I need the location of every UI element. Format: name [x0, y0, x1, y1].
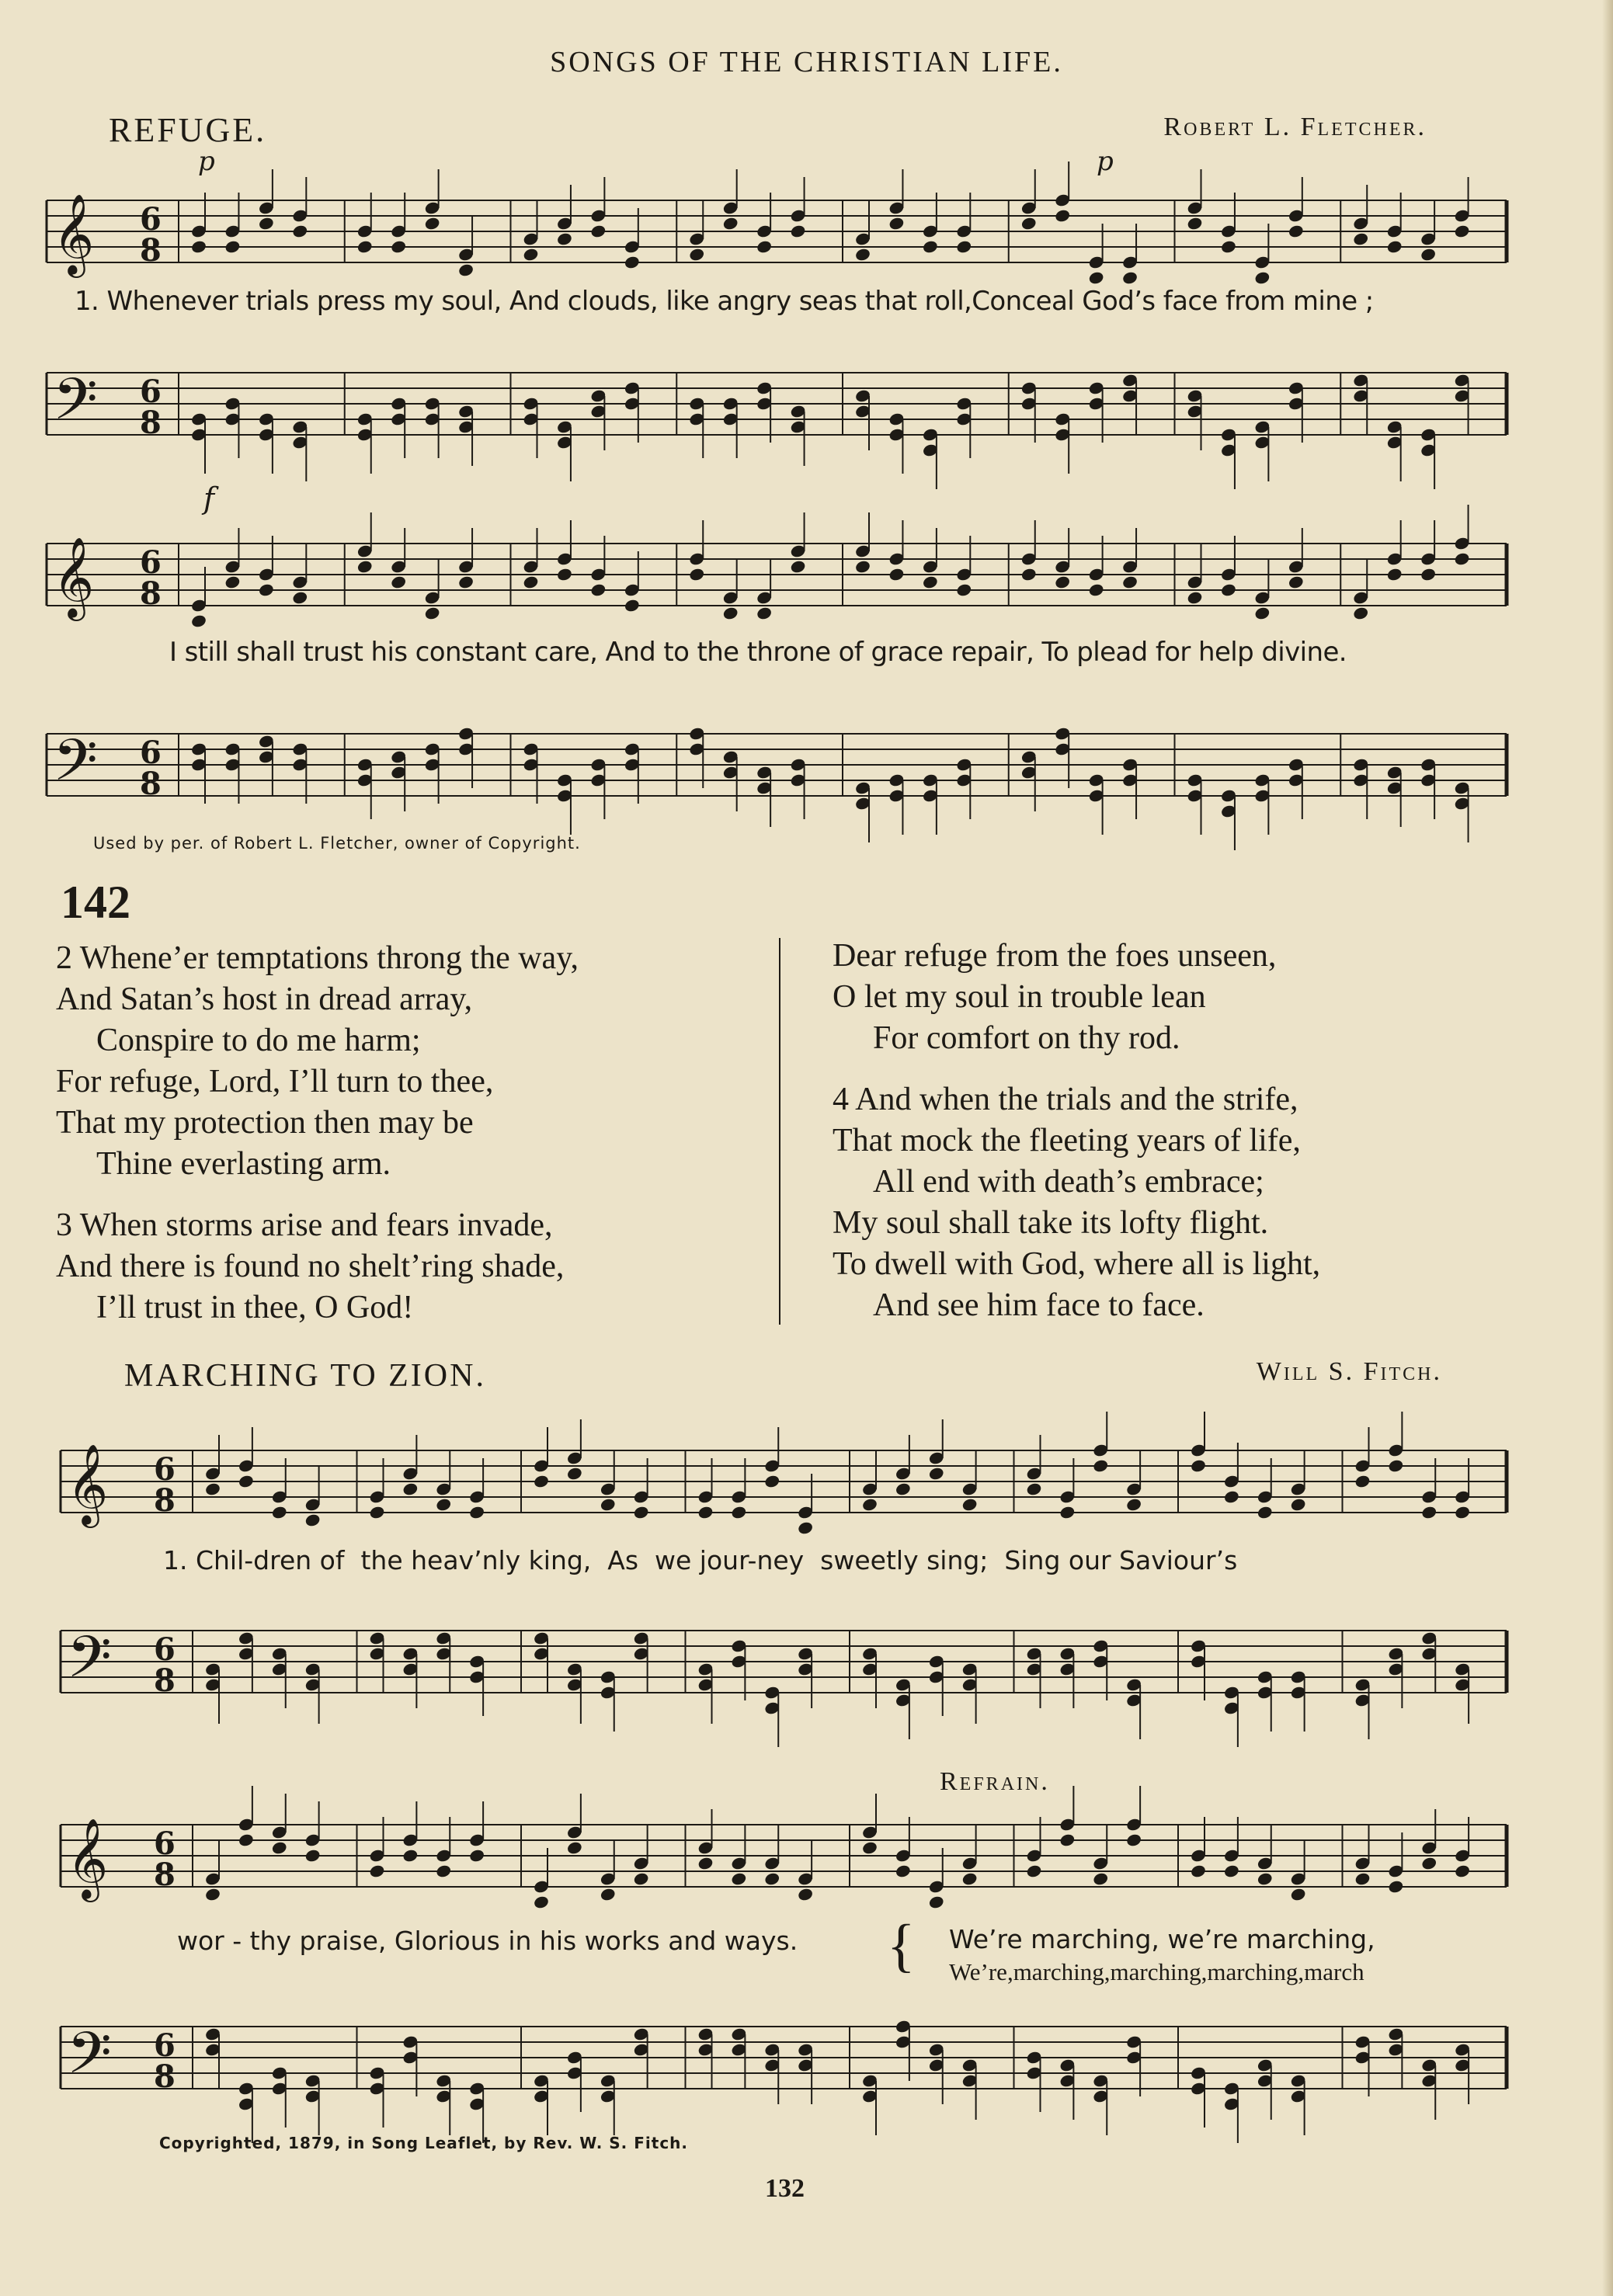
- tune-title-refuge: REFUGE.: [109, 111, 267, 149]
- dynamic-piano-1: p: [198, 146, 215, 177]
- svg-text:𝄞: 𝄞: [67, 1443, 109, 1525]
- page-spine-shadow: [1602, 0, 1613, 2296]
- refuge-system2-treble-staff: [47, 528, 1507, 621]
- svg-text:6: 6: [154, 1825, 176, 1862]
- svg-text:𝄢: 𝄢: [53, 366, 98, 447]
- verse-line: For comfort on thy rod.: [873, 1020, 1180, 1056]
- svg-text:8: 8: [140, 232, 162, 269]
- svg-text:8: 8: [154, 1662, 176, 1699]
- svg-text:6: 6: [154, 1451, 176, 1488]
- svg-text:8: 8: [140, 766, 162, 802]
- verse-line: Conspire to do me harm;: [96, 1023, 421, 1058]
- refuge-system1-bass-staff: [47, 357, 1507, 450]
- permission-note: Used by per. of Robert L. Fletcher, owner of Copyright.: [93, 834, 581, 853]
- verse-line: I’ll trust in thee, O God!: [96, 1290, 414, 1325]
- verse-line: All end with death’s embrace;: [873, 1164, 1264, 1200]
- marching-line2-lyric: wor - thy praise, Glorious in his works and ways.: [177, 1926, 798, 1956]
- verse-line: O let my soul in trouble lean: [833, 979, 1206, 1015]
- refrain-label: Refrain.: [940, 1767, 1050, 1796]
- running-head: SONGS OF THE CHRISTIAN LIFE.: [550, 46, 1063, 78]
- svg-text:8: 8: [154, 1482, 176, 1519]
- column-divider: [779, 938, 780, 1325]
- svg-text:6: 6: [154, 1631, 176, 1668]
- svg-text:6: 6: [154, 2027, 176, 2064]
- verse-line: That mock the fleeting years of life,: [833, 1123, 1301, 1158]
- dynamic-forte: f: [203, 481, 215, 516]
- svg-text:𝄢: 𝄢: [67, 2020, 112, 2101]
- verse-line: Thine everlasting arm.: [96, 1146, 391, 1182]
- svg-text:𝄞: 𝄞: [67, 1818, 109, 1899]
- verse-line: 4 And when the trials and the strife,: [833, 1082, 1298, 1117]
- svg-text:6: 6: [140, 373, 162, 410]
- refrain-brace: {: [887, 1913, 916, 1978]
- verse-line: Dear refuge from the foes unseen,: [833, 938, 1277, 974]
- refuge-system1-treble-staff: [47, 185, 1507, 278]
- page-number: 132: [765, 2174, 805, 2203]
- composer-marching: Will S. Fitch.: [1256, 1357, 1442, 1386]
- tune-title-marching: MARCHING TO ZION.: [124, 1358, 486, 1394]
- svg-text:8: 8: [154, 1857, 176, 1893]
- marching-line1-lyric: 1. Chil-dren of the heav’nly king, As we jour-ney sweetly sing; Sing our Saviour’s: [163, 1545, 1238, 1575]
- verse-line: And see him face to face.: [873, 1287, 1205, 1323]
- refrain-lyric-lower: We’re,marching,marching,marching,march: [949, 1958, 1364, 1985]
- marching-system2-treble-staff: [61, 1809, 1507, 1902]
- svg-text:8: 8: [140, 405, 162, 441]
- verses-right-column: [833, 936, 1320, 1326]
- svg-text:8: 8: [140, 575, 162, 612]
- marching-system2-bass-staff: [61, 2011, 1507, 2104]
- verse-line: For refuge, Lord, I’ll turn to thee,: [56, 1064, 494, 1099]
- svg-text:𝄢: 𝄢: [67, 1624, 112, 1705]
- dynamic-piano-2: p: [1097, 146, 1114, 177]
- svg-text:𝄞: 𝄞: [53, 537, 95, 618]
- composer-refuge: Robert L. Fletcher.: [1163, 113, 1427, 141]
- refuge-line2-lyric: I still shall trust his constant care, And to the throne of grace repair, To plead for help divine.: [169, 637, 1347, 668]
- hymn-number: 142: [61, 877, 130, 928]
- verse-line: That my protection then may be: [56, 1105, 474, 1141]
- verse-line: My soul shall take its lofty flight.: [833, 1205, 1269, 1241]
- stanza-gap: [833, 1059, 1320, 1079]
- svg-text:6: 6: [140, 201, 162, 238]
- svg-text:8: 8: [154, 2058, 176, 2095]
- verses-left-column: [56, 938, 579, 1329]
- refrain-lyric-upper: We’re marching, we’re marching,: [949, 1924, 1375, 1954]
- copyright-note: Copyrighted, 1879, in Song Leaflet, by Rev. W. S. Fitch.: [159, 2134, 689, 2152]
- marching-system1-treble-staff: [61, 1435, 1507, 1528]
- verse-line: And Satan’s host in dread array,: [56, 981, 473, 1017]
- refuge-system2-bass-staff: [47, 718, 1507, 811]
- svg-text:𝄞: 𝄞: [53, 193, 95, 275]
- verse-line: To dwell with God, where all is light,: [833, 1246, 1321, 1282]
- verse-line: 2 Whene’er temptations throng the way,: [56, 940, 579, 976]
- stanza-gap: [56, 1185, 579, 1205]
- svg-text:6: 6: [140, 544, 162, 581]
- verse-line: And there is found no shelt’ring shade,: [56, 1249, 565, 1284]
- svg-text:𝄢: 𝄢: [53, 727, 98, 808]
- svg-text:6: 6: [140, 735, 162, 771]
- verse-line: 3 When storms arise and fears invade,: [56, 1207, 553, 1243]
- refuge-line1-lyric: 1. Whenever trials press my soul, And clouds, like angry seas that roll,Conceal God’s face from mine ;: [75, 286, 1374, 317]
- marching-system1-bass-staff: [61, 1615, 1507, 1708]
